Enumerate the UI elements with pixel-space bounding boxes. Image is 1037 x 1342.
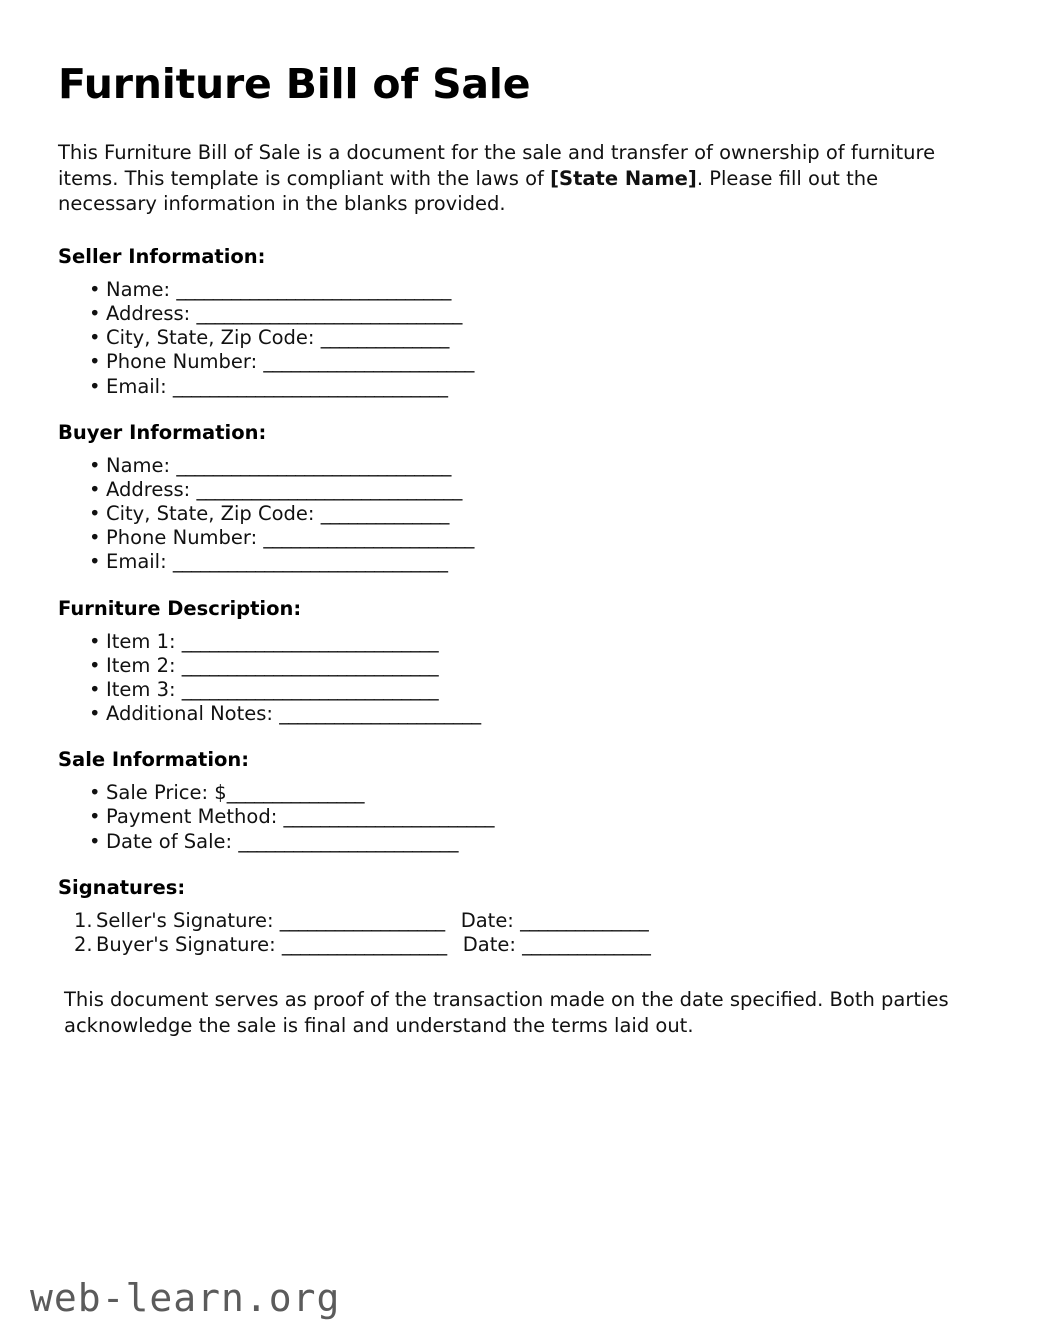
field-blank[interactable]: ________________________ <box>238 829 458 853</box>
footer-watermark: web-learn.org <box>30 1276 341 1320</box>
section-sale-information <box>58 748 979 854</box>
field-label: Item 3: <box>106 677 176 701</box>
field-label: Payment Method: <box>106 805 278 829</box>
signature-list <box>58 909 979 957</box>
field-blank[interactable]: _______________________ <box>263 350 474 374</box>
date-label: Date: <box>462 932 516 956</box>
field-label: Email: <box>106 550 167 574</box>
date-label: Date: <box>460 908 514 932</box>
list-item <box>106 781 979 805</box>
closing-paragraph: This document serves as proof of the transaction made on the date specified. Both parties acknowledge the sale is final and understand the terms laid out. <box>64 988 949 1037</box>
field-label: Name: <box>106 277 171 301</box>
list-item <box>96 933 979 957</box>
field-blank[interactable]: ____________________________ <box>181 629 438 653</box>
intro-text-after: . Please fill out the necessary information in the blanks provided. <box>58 166 879 216</box>
field-blank[interactable]: _______________________ <box>283 805 494 829</box>
field-blank[interactable]: ______________________________ <box>172 374 448 398</box>
list-item <box>106 805 979 829</box>
list-item <box>106 302 979 326</box>
field-label: Phone Number: <box>106 350 258 374</box>
list-item <box>106 375 979 399</box>
field-blank[interactable]: ______________________ <box>279 702 481 726</box>
signature-blank[interactable]: __________________ <box>279 908 445 932</box>
signature-label: Buyer's Signature: <box>96 932 276 956</box>
list-item <box>106 454 979 478</box>
field-label: Address: <box>106 302 191 326</box>
list-item <box>106 478 979 502</box>
intro-text-before: This Furniture Bill of Sale is a document for the sale and transfer of ownership of furniture items. This template is compliant with the laws of <box>58 141 936 190</box>
section-heading-furniture: Furniture Description: <box>58 596 302 620</box>
section-heading-sale: Sale Information: <box>58 748 250 772</box>
field-label: City, State, Zip Code: <box>106 502 315 526</box>
buyer-field-list <box>58 454 979 575</box>
field-blank[interactable]: _______________ <box>226 781 364 805</box>
section-heading-seller: Seller Information: <box>58 244 266 268</box>
field-blank[interactable]: ____________________________ <box>181 677 438 701</box>
list-item <box>106 502 979 526</box>
list-item <box>106 326 979 350</box>
list-item <box>106 654 979 678</box>
date-blank[interactable]: ______________ <box>520 908 649 932</box>
page-title: Furniture Bill of Sale <box>58 60 531 108</box>
intro-paragraph <box>58 140 979 217</box>
field-label: Additional Notes: <box>106 702 273 726</box>
field-blank[interactable]: ______________________________ <box>176 277 451 301</box>
field-label: Email: <box>106 374 167 398</box>
field-label: City, State, Zip Code: <box>106 326 315 350</box>
field-label: Name: <box>106 453 171 477</box>
field-blank[interactable]: _____________________________ <box>196 302 462 326</box>
section-heading-buyer: Buyer Information: <box>58 420 267 444</box>
list-item <box>106 678 979 702</box>
signature-blank[interactable]: __________________ <box>281 932 447 956</box>
date-blank[interactable]: ______________ <box>522 932 651 956</box>
field-label: Date of Sale: <box>106 829 233 853</box>
signature-label: Seller's Signature: <box>96 908 274 932</box>
list-item <box>106 702 979 726</box>
field-label: Item 1: <box>106 629 176 653</box>
list-item <box>96 909 979 933</box>
field-blank[interactable]: ______________________________ <box>176 453 451 477</box>
list-item <box>106 278 979 302</box>
field-label: Phone Number: <box>106 526 258 550</box>
field-blank[interactable]: ______________ <box>320 502 449 526</box>
field-label: Item 2: <box>106 653 176 677</box>
list-item <box>106 350 979 374</box>
field-blank[interactable]: ______________________________ <box>172 550 448 574</box>
field-blank[interactable]: _______________________ <box>263 526 474 550</box>
list-item <box>106 526 979 550</box>
list-item <box>106 630 979 654</box>
field-label: Sale Price: $ <box>106 781 227 805</box>
sale-field-list <box>58 781 979 854</box>
section-seller-information <box>58 245 979 399</box>
seller-field-list <box>58 278 979 399</box>
list-item <box>106 830 979 854</box>
furniture-field-list <box>58 630 979 727</box>
field-blank[interactable]: ______________ <box>320 326 449 350</box>
field-blank[interactable]: _____________________________ <box>196 477 462 501</box>
section-buyer-information <box>58 421 979 575</box>
section-signatures <box>58 876 979 957</box>
section-furniture-description <box>58 597 979 727</box>
section-heading-signatures: Signatures: <box>58 875 186 899</box>
list-item <box>106 550 979 574</box>
state-name-placeholder: [State Name] <box>550 166 697 190</box>
field-blank[interactable]: ____________________________ <box>181 653 438 677</box>
field-label: Address: <box>106 477 191 501</box>
